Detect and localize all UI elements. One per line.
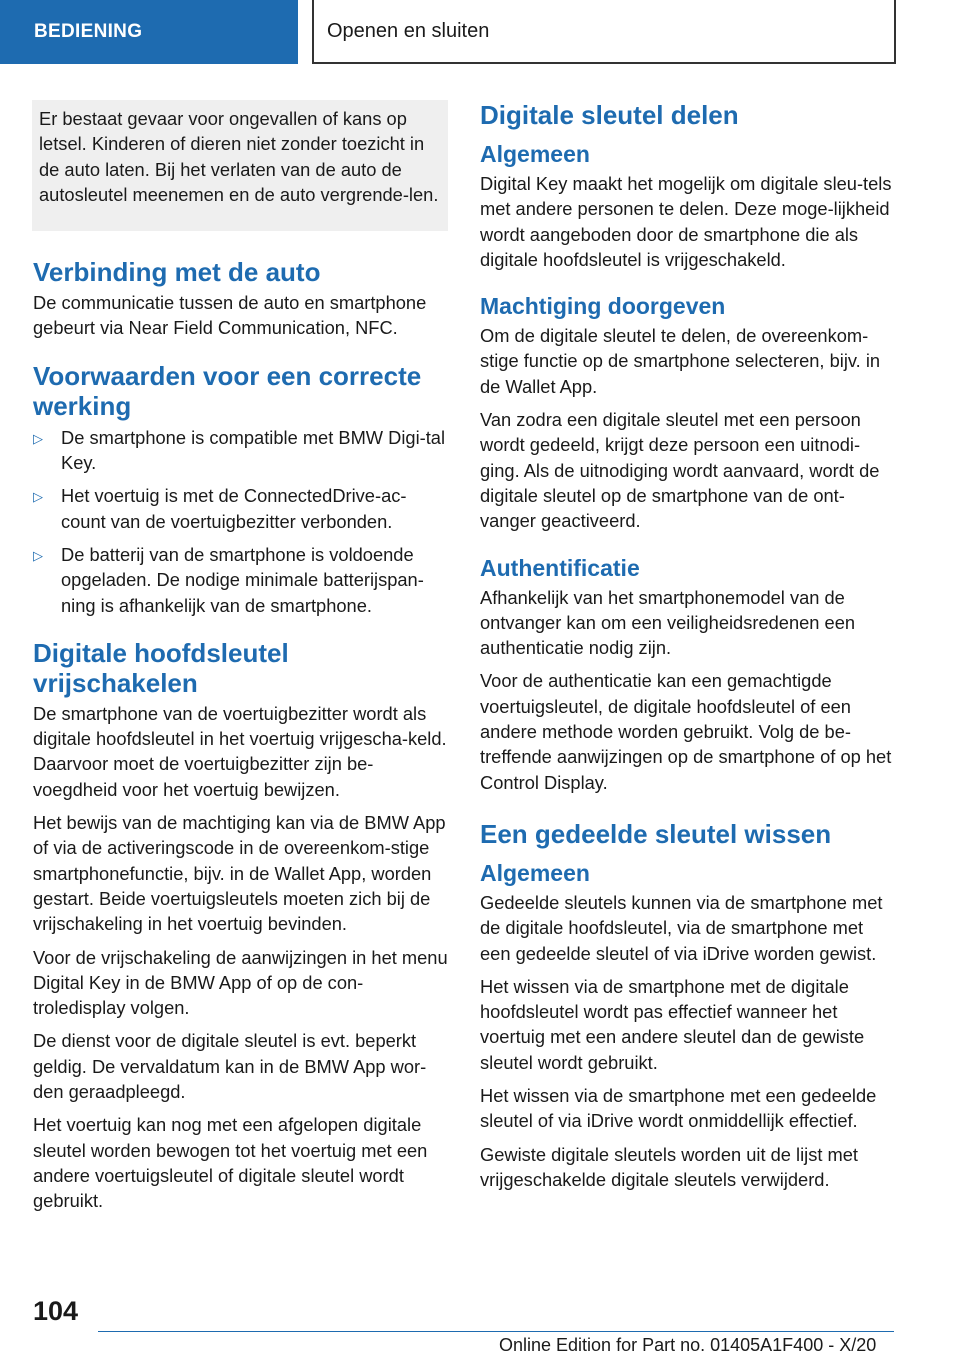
subheading-authentication: Authentificatie: [480, 554, 640, 581]
triangle-bullet-icon: ▷: [33, 489, 43, 505]
list-item: [33, 542, 448, 618]
warning-box: [32, 100, 448, 231]
list-item: [33, 483, 448, 534]
paragraph: Afhankelijk van het smartphonemodel van de ontvanger kan om een veiligheidsredenen een authenticatie nodig zijn.: [480, 586, 856, 659]
triangle-bullet-icon: ▷: [33, 430, 43, 446]
paragraph: Voor de authenticatie kan een gemachtigde voertuigsleutel, de digitale hoofdsleutel of een andere methode worden gebruikt. Volg de be-treffende aanwijzingen op de smartphone of op het Control Display.: [480, 670, 892, 793]
paragraph: Van zodra een digitale sleutel met een persoon wordt gedeeld, krijgt deze persoon een uitnodi-ging. Als de uitnodiging wordt aanvaard, wordt de digitale sleutel op de smartphone van de ont-vanger geactiveerd.: [480, 409, 880, 532]
paragraph: De smartphone van de voertuigbezitter wordt als digitale hoofdsleutel in het voertuig vrijgescha-keld. Daarvoor moet de voertuigbezitter zijn be-voegdheid voor het voertuig bewijzen.: [33, 702, 447, 800]
list-item: [33, 425, 448, 476]
page-number: 104: [33, 1296, 79, 1326]
paragraph: Gewiste digitale sleutels worden uit de lijst met vrijgeschakelde digitale sleutels verwijderd.: [480, 1143, 858, 1190]
subheading-authorize: Machtiging doorgeven: [480, 293, 726, 320]
chapter-title: Openen en sluiten: [327, 19, 490, 42]
heading-connection: Verbinding met de auto: [33, 257, 321, 288]
paragraph: Gedeelde sleutels kunnen via de smartphone met de digitale hoofdsleutel, via de smartphone met een gedeelde sleutel of via iDrive worden gewist.: [480, 891, 883, 964]
connection-text: De communicatie tussen de auto en smartphone gebeurt via Near Field Communication, NFC.: [33, 292, 427, 339]
list-item-text: Het voertuig is met de ConnectedDrive-ac-count van de voertuigbezitter verbonden.: [61, 485, 407, 532]
list-item-text: De smartphone is compatible met BMW Digi-tal Key.: [61, 426, 446, 474]
paragraph: Het voertuig kan nog met een afgelopen digitale sleutel worden bewogen tot het voertuig met een andere voertuigsleutel of digitale sleutel wordt gebruikt.: [33, 1114, 428, 1212]
paragraph: Digital Key maakt het mogelijk om digitale sleu-tels met andere personen te delen. Deze moge-lijkheid wordt aangeboden door de smartphone die als digitale hoofdsleutel is vrijgeschakeld.: [480, 173, 892, 270]
paragraph: Het wissen via de smartphone met de digitale hoofdsleutel wordt pas effectief wanneer het voertuig met een andere sleutel dan de gewiste sleutel wordt gebruikt.: [480, 975, 865, 1073]
subheading-general: Algemeen: [480, 141, 590, 167]
heading-share: Digitale sleutel delen: [480, 100, 739, 130]
paragraph: Het bewijs van de machtiging kan via de BMW App of via de activeringscode in de overeenkom-stige smartphonefunctie, bijv. in de Wallet App, worden gestart. Beide voertuigsleutels moeten zich bij de vrijschakeling in het voertuig bevinden.: [33, 812, 446, 935]
subheading-general: Algemeen: [480, 859, 590, 886]
heading-activate: Digitale hoofdsleutel vrijschakelen: [33, 637, 289, 698]
paragraph: Voor de vrijschakeling de aanwijzingen in het menu Digital Key in de BMW App of op de con-troledisplay volgen.: [33, 946, 448, 1019]
footer-divider: [98, 1331, 894, 1332]
list-item-text: De batterij van de smartphone is voldoende opgeladen. De nodige minimale batterijspan-ning is afhankelijk van de smartphone.: [61, 543, 424, 616]
left-column: [33, 100, 448, 1222]
section-tab: [0, 0, 298, 64]
warning-text: Er bestaat gevaar voor ongevallen of kans op letsel. Kinderen of dieren niet zonder toezicht in de auto laten. Bij het verlaten van de auto de autosleutel meenemen en de auto vergrende-len.: [39, 108, 439, 205]
heading-requirements: Voorwaarden voor een correcte werking: [33, 360, 422, 421]
heading-delete: Een gedeelde sleutel wissen: [480, 818, 832, 849]
chapter-header: [312, 0, 896, 64]
right-column: [480, 100, 898, 1200]
paragraph: Het wissen via de smartphone met een gedeelde sleutel of via iDrive wordt onmiddellijk effectief.: [480, 1085, 877, 1132]
paragraph: De dienst voor de digitale sleutel is evt. beperkt geldig. De vervaldatum kan in de BMW App wor-den geraadpleegd.: [33, 1030, 427, 1103]
paragraph: Om de digitale sleutel te delen, de overeenkom-stige functie op de smartphone selecteren, bijv. in de Wallet App.: [480, 325, 881, 397]
requirements-list: [33, 425, 448, 618]
edition-footer: Online Edition for Part no. 01405A1F400 - X/20: [499, 1335, 877, 1355]
triangle-bullet-icon: ▷: [33, 547, 43, 563]
section-label: BEDIENING: [34, 21, 143, 42]
